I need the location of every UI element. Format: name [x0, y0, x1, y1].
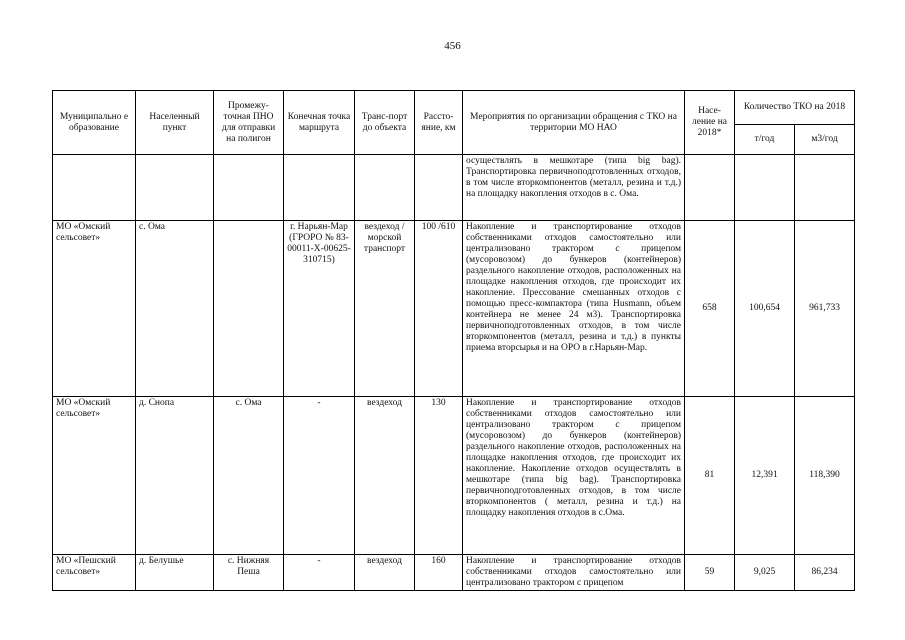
cell-endpoint: г. Нарьян-Мар (ГРОРО № 83-00011-Х-00625-310715) — [284, 221, 355, 397]
cell-endpoint — [284, 155, 355, 221]
cell-m3: 961,733 — [795, 221, 855, 397]
cell-measures: Накопление и транспортирование отходов собственниками отходов самостоятельно или централизовано трактором с прицепом — [463, 555, 685, 591]
cell-settlement: д. Снопа — [136, 397, 214, 555]
cell-measures: осуществлять в мешкотаре (типа big bag). Транспортировка первичноподготовленных отходов, в том числе вторкомпонентов (металл, резина и т.д.) на площадку накопления отходов в с. Ома. — [463, 155, 685, 221]
cell-transport: вездеход — [355, 555, 415, 591]
cell-municipality: МО «Омский сельсовет» — [53, 397, 136, 555]
table-row — [53, 555, 855, 591]
cell-settlement — [136, 155, 214, 221]
table-row — [53, 397, 855, 555]
cell-m3: 118,390 — [795, 397, 855, 555]
table-row — [53, 155, 855, 221]
cell-endpoint: - — [284, 397, 355, 555]
cell-settlement: с. Ома — [136, 221, 214, 397]
header-endpoint: Конечная точка маршрута — [284, 91, 355, 155]
header-population: Насе-ление на 2018* — [685, 91, 735, 155]
page-number: 456 — [444, 40, 461, 52]
header-tko-tons: т/год — [735, 125, 795, 155]
table-row — [53, 221, 855, 397]
header-distance: Рассто-яние, км — [415, 91, 463, 155]
header-tko-m3: м3/год — [795, 125, 855, 155]
cell-tons — [735, 155, 795, 221]
cell-population: 658 — [685, 221, 735, 397]
cell-population: 59 — [685, 555, 735, 591]
cell-intermediate: с. Нижняя Пеша — [214, 555, 284, 591]
cell-municipality: МО «Омский сельсовет» — [53, 221, 136, 397]
header-settlement: Населенный пункт — [136, 91, 214, 155]
cell-intermediate: с. Ома — [214, 397, 284, 555]
header-municipality: Муниципально е образование — [53, 91, 136, 155]
cell-measures: Накопление и транспортирование отходов собственниками отходов самостоятельно или централизовано трактором с прицепом (мусоровозом) до бункеров (контейнеров) раздельного накопление отходов, расположенных на площадке накопления отходов, где происходит их накопление. Прессование смешанных отходов с помощью пресс-компактора (типа Husmann, объем контейнера не менее 24 м3). Транспортировка первичноподготовленных отходов, в том числе вторкомпонентов (металл, резина и т.д.) в пункты приема вторсырья и на ОРО в г.Нарьян-Мар. — [463, 221, 685, 397]
tko-table — [52, 90, 855, 591]
header-intermediate: Промежу-точная ПНО для отправки на полигон — [214, 91, 284, 155]
cell-intermediate — [214, 155, 284, 221]
cell-distance: 160 — [415, 555, 463, 591]
header-measures: Мероприятия по организации обращения с ТКО на территории МО НАО — [463, 91, 685, 155]
cell-population — [685, 155, 735, 221]
cell-settlement: д. Белушье — [136, 555, 214, 591]
cell-intermediate — [214, 221, 284, 397]
cell-tons: 12,391 — [735, 397, 795, 555]
cell-endpoint: - — [284, 555, 355, 591]
cell-m3 — [795, 155, 855, 221]
header-transport: Транс-порт до объекта — [355, 91, 415, 155]
cell-distance: 100 /610 — [415, 221, 463, 397]
cell-transport — [355, 155, 415, 221]
cell-population: 81 — [685, 397, 735, 555]
header-tko-group: Количество ТКО на 2018 — [735, 91, 855, 125]
cell-municipality: МО «Пешский сельсовет» — [53, 555, 136, 591]
cell-municipality — [53, 155, 136, 221]
cell-distance: 130 — [415, 397, 463, 555]
cell-transport: вездеход — [355, 397, 415, 555]
cell-transport: вездеход / морской транспорт — [355, 221, 415, 397]
cell-distance — [415, 155, 463, 221]
cell-measures: Накопление и транспортирование отходов собственниками отходов самостоятельно или централизовано трактором с прицепом (мусоровозом) до бункеров (контейнеров) раздельного накопление отходов, расположенных на площадке накопления отходов, где происходит их накопление. Накопление отходов осуществлять в мешкотаре (типа big bag). Транспортировка первичноподготовленных отходов, в том числе вторкомпонентов ( металл, резина и т.д.) на площадку накопления отходов в с.Ома. — [463, 397, 685, 555]
cell-tons: 9,025 — [735, 555, 795, 591]
cell-m3: 86,234 — [795, 555, 855, 591]
cell-tons: 100,654 — [735, 221, 795, 397]
